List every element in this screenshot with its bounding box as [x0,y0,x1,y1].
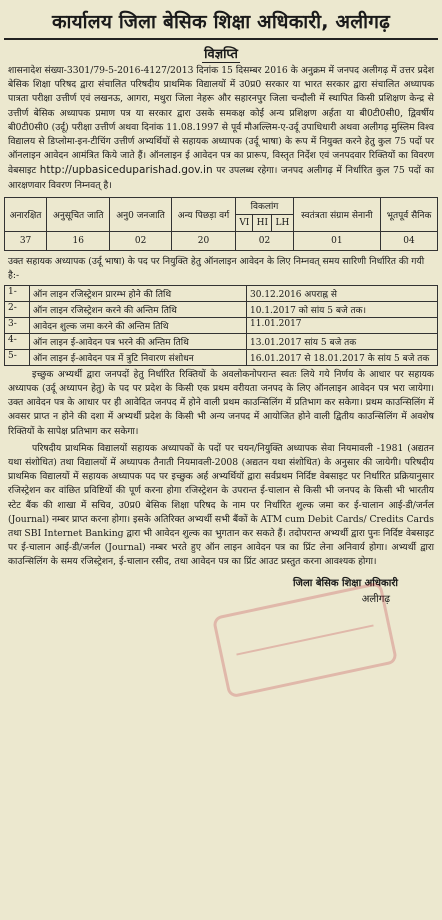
signature-block [4,576,398,608]
schedule-sn: 4- [5,333,30,349]
intro-paragraph [8,64,434,193]
website-link[interactable]: http://upbasiceduparishad.gov.in [39,164,213,177]
value-st: 02 [110,231,171,250]
table-row [5,333,438,349]
header-hi: HI [253,214,272,231]
value-obc: 20 [171,231,236,250]
table-row [5,301,438,317]
table-row [5,317,438,333]
schedule-activity: आवेदन शुल्क जमा करने की अन्तिम तिथि [30,317,247,333]
header-vi: VI [236,214,253,231]
header-obc: अन्य पिछड़ा वर्ग [171,197,236,231]
reservation-table [4,197,438,251]
schedule-activity: ऑन लाइन रजिस्ट्रेशन प्रारम्भ होने की तिथि [30,285,247,301]
header-disabled: विकलांग [236,197,293,214]
procedure-paragraph: परिषदीय प्राथमिक विद्यालयों सहायक अध्यापकों के पदों पर चयन/नियुक्ति अध्यापक सेवा नियमावली -1981 (अद्यतन यथा संशोधित) तथा विद्यालयों में अध्यापक तैनाती नियमावली-2008 (अद्यतन यथा संशोधित) के अनुसार की जायेगी। परिषदीय प्राथमिक विद्यालयों में सहायक अध्यापक पद पर इच्छुक अर्ह अभ्यर्थियों द्वारा सर्वप्रथम निर्दिष्ट वेबसाइट पर निर्धारित प्रक्रियानुसार रजिस्ट्रेशन कर वांछित प्रविष्टियों की पूर्ण करना होगा रजिस्ट्रेशन के उपरान्त ई-चालान से किसी भी जनपद के किसी भी भारतीय स्टेट बैंक की शाखा में सचिव, उ0प्र0 बेसिक शिक्षा परिषद के नाम पर निर्धारित शुल्क जमा कर ई-चालान आई-डी/जर्नल (Journal) नम्बर प्राप्त करना होगा। इसके अतिरिक्त अभ्यर्थी सभी बैंकों के ATM cum Debit Cards/ Credits Cards तथा SBI Internet Banking द्वारा भी आवेदन शुल्क का भुगतान कर सकते हैं। तदोपरान्त अभ्यर्थी द्वारा पुनः निर्दिष्ट वेबसाइट पर ई-चालान आई-डी/जर्नल (Journal) नम्बर भरते हुए ऑन लाइन आवेदन पत्र का प्रिंट लेना अनिवार्य होगा। अभ्यर्थी द्वारा काउन्सिलिंग के समय रजिस्ट्रेशन, ई-चालान रसीद, तथा आवेदन पत्र का प्रिंट आउट प्रस्तुत करना आवश्यक होगा। [8,442,434,568]
value-freedom-fighter: 01 [293,231,380,250]
schedule-activity: ऑन लाइन रजिस्ट्रेशन करने की अन्तिम तिथि [30,301,247,317]
value-sc: 16 [47,231,110,250]
value-ex-serviceman: 04 [381,231,438,250]
schedule-sn: 5- [5,349,30,365]
header-st: अनु0 जनजाति [110,197,171,231]
value-unreserved: 37 [5,231,47,250]
header-sc: अनुसूचित जाति [47,197,110,231]
schedule-activity: ऑन लाइन ई-आवेदन पत्र में त्रुटि निवारण संशोधन [30,349,247,365]
schedule-date: 10.1.2017 को सांय 5 बजे तक। [247,301,438,317]
signature-title: जिला बेसिक शिक्षा अधिकारी [292,577,398,589]
notice-label: विज्ञप्ति [204,47,238,62]
schedule-lead: उक्त सहायक अध्यापक (उर्दू भाषा) के पद पर नियुक्ति हेतु ऑनलाइन आवेदन के लिए निम्नवत् समय सारिणी निर्धारित की गयी है:- [8,255,425,281]
header-ex-serviceman: भूतपूर्व सैनिक [381,197,438,231]
signature-place: अलीगढ़ [361,593,390,605]
table-row [5,285,438,301]
header-freedom-fighter: स्वतंत्रता संग्राम सेनानी [293,197,380,231]
header-unreserved: अनारक्षित [5,197,47,231]
header-lh: LH [272,214,294,231]
schedule-sn: 3- [5,317,30,333]
schedule-activity: ऑन लाइन ई-आवेदन पत्र भरने की अन्तिम तिथि [30,333,247,349]
schedule-date: 11.01.2017 [247,317,438,333]
schedule-date: 16.01.2017 से 18.01.2017 के सांय 5 बजे तक [247,349,438,365]
schedule-sn: 2- [5,301,30,317]
table-row [5,349,438,365]
schedule-date: 30.12.2016 अपराह्न से [247,285,438,301]
value-disabled: 02 [236,231,293,250]
notice-heading [4,44,438,62]
intro-suffix: पर उपलब्ध रहेगा। जनपद अलीगढ़ में निर्धारित कुल 75 पदों का आरक्षणवार विवरण निम्नवत् है। [8,165,435,191]
eligibility-paragraph: इच्छुक अभ्यर्थी द्वारा जनपदों हेतु निर्धारित रिक्तियों के अवलोकनोपरान्त स्वतः लिये गये निर्णय के आधार पर सहायक अध्यापक (उर्दू अध्यापन हेतु) के पद पर प्रदेश के किसी एक प्रथम वरीयता जनपद के लिए ऑनलाइन आवेदन पत्र भरा जायेगा। उक्त आवेदन पत्र के आधार पर ही आवेदित जनपद में होने वाली प्रथम काउन्सिलिंग में प्रतिभाग कर सकेगा। प्रथम काउन्सिलिंग में अवसर प्राप्त न होने की दशा में अभ्यर्थी प्रदेश के किसी भी अन्य जनपद में आयोजित होने वाली द्वितीय काउन्सिलिंग में अवशेष रिक्तियों के सापेक्ष प्रतिभाग कर सकेगा। [8,368,434,437]
schedule-sn: 1- [5,285,30,301]
schedule-date: 13.01.2017 सांय 5 बजे तक [247,333,438,349]
intro-text: शासनादेश संख्या-3301/79-5-2016-4127/2013 दिनांक 15 दिसम्बर 2016 के अनुक्रम में जनपद अलीगढ़ में उत्तर प्रदेश बेसिक शिक्षा परिषद द्वारा संचालित परिषदीय प्राथमिक विद्यालयों में उ0प्र0 सरकार या भारत सरकार द्वारा संचालित अध्यापक पात्रता परीक्षा उत्तीर्ण एवं लखनऊ, आगरा, मथुरा जिला नेहरू और सहारनपुर जिला चन्दौली में स्थापित किसी प्रशिक्षण केन्द्र से उत्तीर्ण बेसिक अध्यापक प्रमाण पत्र या सरकार द्वारा उसके समकक्ष कोई अन्य प्रशिक्षण अर्हता या बी0टी0सी0, द्विवर्षीय बी0टी0सी0 (उर्दू) परीक्षा उत्तीर्ण अथवा दिनांक 11.08.1997 से पूर्व मौअल्लिम-ए-उर्दू उपाधिधारी अथवा अलीगढ़ मुस्लिम विश्व विद्यालय से डिप्लोमा-इन-टीचिंग उत्तीर्ण अभ्यर्थियों से सहायक अध्यापक (उर्दू भाषा) के रूप में नियुक्त करने हेतु कुल 75 पदों पर ऑनलाइन आवेदन आमंत्रित किये जाते हैं। ऑनलाइन ई आवेदन पत्र का प्रारूप, विस्तृत निर्देश एवं जनपदवार रिक्तियों का विवरण वेबसाइट [8,65,434,177]
schedule-table [4,285,438,366]
office-title: कार्यालय जिला बेसिक शिक्षा अधिकारी, अलीगढ़ [4,0,438,40]
